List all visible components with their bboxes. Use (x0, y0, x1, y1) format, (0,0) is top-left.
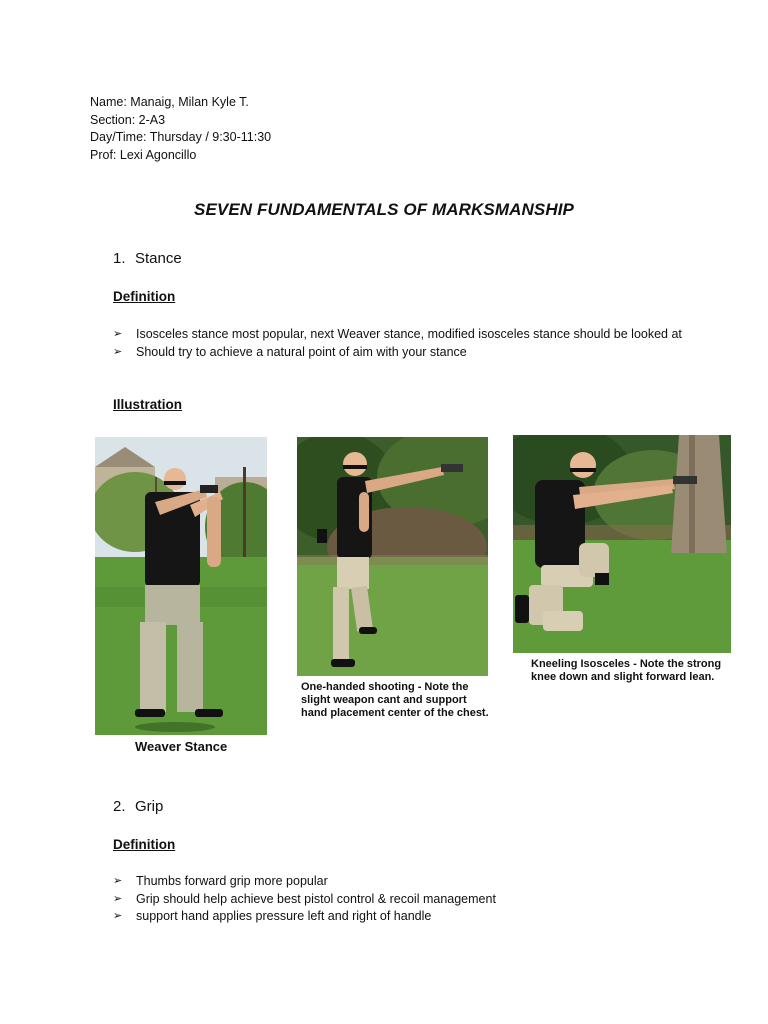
list-item: ➢ Thumbs forward grip more popular (113, 873, 683, 891)
stance-bullets (113, 326, 683, 361)
list-item: ➢ Grip should help achieve best pistol control & recoil management (113, 891, 683, 909)
professor-name: Prof: Lexi Agoncillo (90, 147, 197, 162)
bullet-arrow-icon: ➢ (113, 328, 123, 340)
grip-bullets (113, 873, 683, 926)
one-handed-shooting-caption: One-handed shooting - Note the slight weapon cant and support hand placement center of the chest. (301, 681, 489, 719)
student-info (90, 94, 271, 164)
bullet-arrow-icon: ➢ (113, 345, 123, 358)
list-item: ➢ Should try to achieve a natural point of aim with your stance (113, 344, 683, 362)
bullet-arrow-icon: ➢ (113, 875, 123, 887)
bullet-arrow-icon: ➢ (113, 910, 123, 922)
list-item: ➢ Isosceles stance most popular, next Weaver stance, modified isosceles stance should be looked at (113, 326, 683, 344)
list-item: ➢ support hand applies pressure left and right of handle (113, 908, 683, 926)
definition-heading: Definition (113, 289, 176, 304)
section-number: 2. (113, 798, 126, 815)
definition-heading: Definition (113, 837, 176, 852)
kneeling-isosceles-caption: Kneeling Isosceles - Note the strong knee down and slight forward lean. (531, 658, 722, 683)
section-name: Grip (135, 798, 164, 815)
weaver-stance-photo (95, 437, 267, 735)
section-number: 1. (113, 250, 126, 267)
illustration-heading: Illustration (113, 397, 183, 412)
class-daytime: Day/Time: Thursday / 9:30-11:30 (90, 130, 272, 144)
student-name: Name: Manaig, Milan Kyle T. (90, 95, 249, 109)
section-name: Stance (135, 250, 182, 267)
kneeling-isosceles-photo (513, 435, 731, 653)
bullet-arrow-icon: ➢ (113, 892, 123, 905)
document-title: SEVEN FUNDAMENTALS OF MARKSMANSHIP (194, 200, 574, 219)
one-handed-shooting-photo (297, 437, 488, 676)
weaver-stance-caption: Weaver Stance (135, 739, 228, 754)
section-heading-grip (113, 798, 163, 815)
section-heading-stance (113, 250, 182, 267)
student-section: Section: 2-A3 (90, 112, 166, 127)
